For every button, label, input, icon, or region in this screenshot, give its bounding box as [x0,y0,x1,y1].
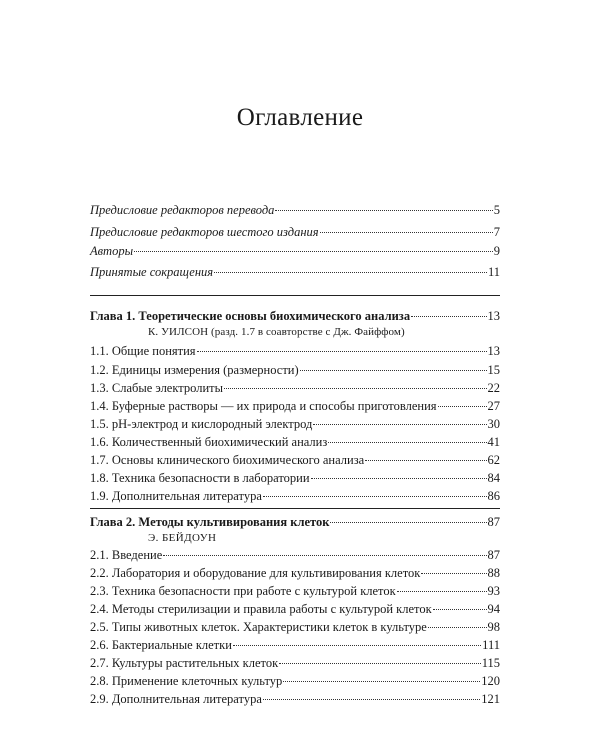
toc-entry[interactable]: 2.9. Дополнительная литература 121 [90,692,500,706]
toc-entry-preface-sixth-edition[interactable]: Предисловие редакторов шестого издания 7 [90,225,500,239]
chapter-2-author: Э. БЕЙДОУН [148,532,217,544]
toc-entry[interactable]: 1.4. Буферные растворы — их природа и способы приготовления 27 [90,399,500,413]
chapter-1-author: К. УИЛСОН (разд. 1.7 в соавторстве с Дж. Файффом) [148,326,405,338]
page-title: Оглавление [236,104,364,131]
toc-entry[interactable]: 2.6. Бактериальные клетки 111 [90,638,500,652]
chapter-2-heading[interactable]: Глава 2. Методы культивирования клеток 87 [90,515,500,529]
toc-entry[interactable]: 1.1. Общие понятия 13 [90,344,500,358]
chapter-1-heading[interactable]: Глава 1. Теоретические основы биохимического анализа 13 [90,309,500,323]
toc-entry[interactable]: 1.7. Основы клинического биохимического анализа 62 [90,453,500,467]
toc-entry[interactable]: 2.7. Культуры растительных клеток 115 [90,656,500,670]
toc-entry[interactable]: 1.8. Техника безопасности в лаборатории 84 [90,471,500,485]
toc-entry[interactable]: 2.4. Методы стерилизации и правила работы с культурой клеток 94 [90,602,500,616]
section-divider [90,295,500,296]
toc-entry[interactable]: 2.5. Типы животных клеток. Характеристики клеток в культуре 98 [90,620,500,634]
toc-entry[interactable]: 1.3. Слабые электролиты 22 [90,381,500,395]
section-divider [90,508,500,509]
toc-entry-authors[interactable]: Авторы 9 [90,244,500,258]
toc-entry[interactable]: 1.5. pH-электрод и кислородный электрод 30 [90,417,500,431]
toc-entry[interactable]: 2.1. Введение 87 [90,548,500,562]
toc-entry-preface-translation[interactable]: Предисловие редакторов перевода 5 [90,203,500,217]
toc-entry[interactable]: 2.3. Техника безопасности при работе с культурой клеток 93 [90,584,500,598]
toc-entry[interactable]: 2.2. Лаборатория и оборудование для культивирования клеток 88 [90,566,500,580]
toc-entry-abbreviations[interactable]: Принятые сокращения 11 [90,265,500,279]
toc-entry[interactable]: 1.9. Дополнительная литература 86 [90,489,500,503]
toc-entry[interactable]: 2.8. Применение клеточных культур 120 [90,674,500,688]
toc-entry[interactable]: 1.6. Количественный биохимический анализ 41 [90,435,500,449]
toc-entry[interactable]: 1.2. Единицы измерения (размерности) 15 [90,363,500,377]
